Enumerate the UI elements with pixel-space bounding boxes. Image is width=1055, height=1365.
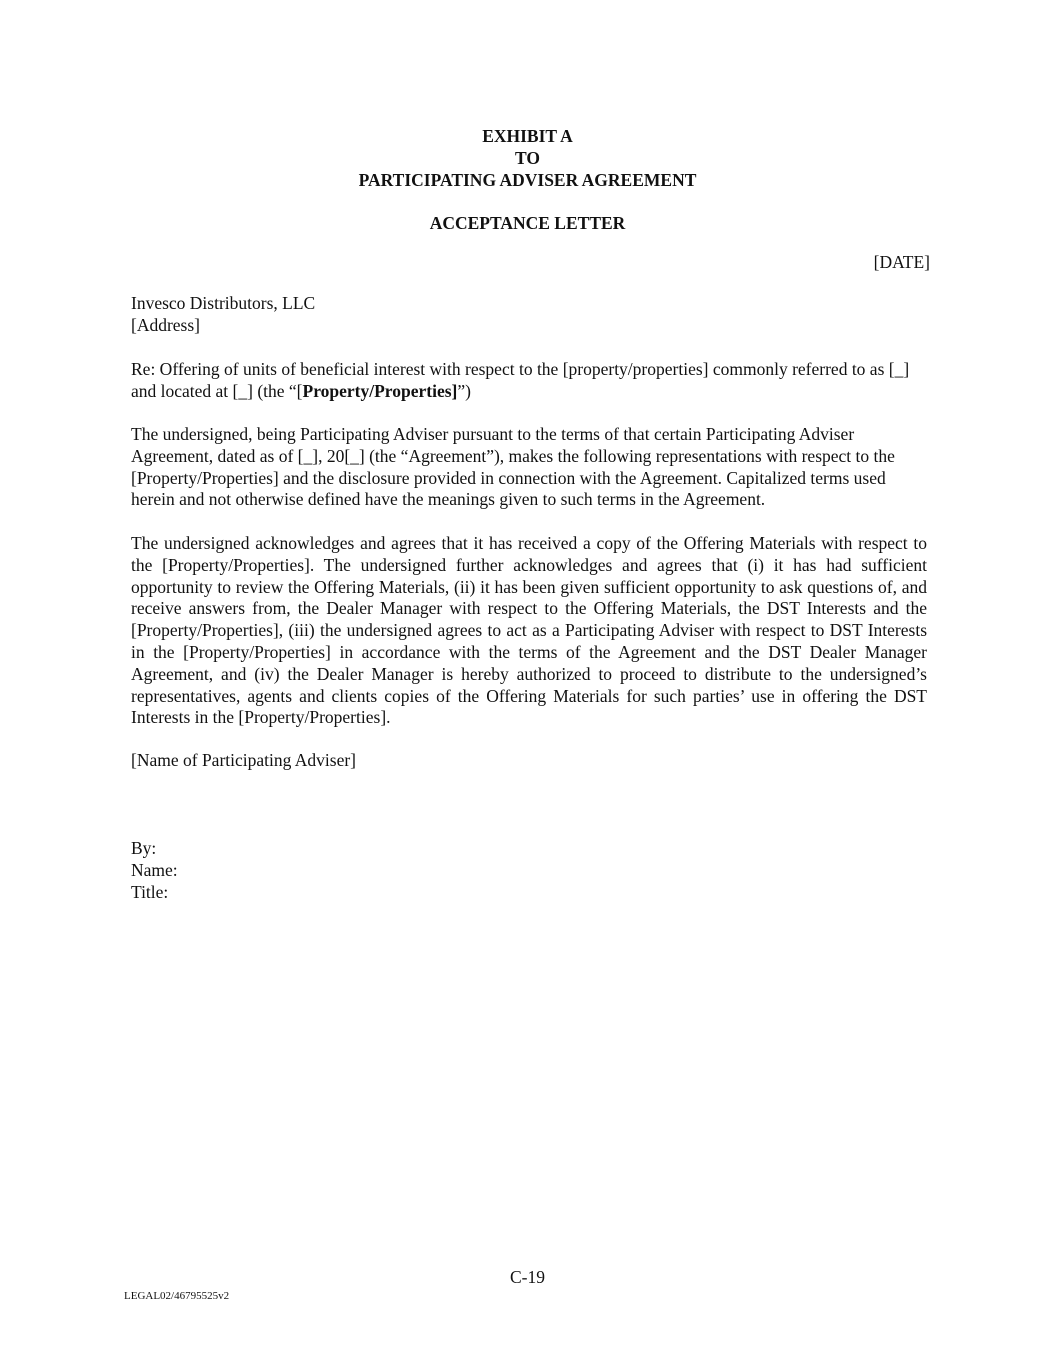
recipient-name: Invesco Distributors, LLC	[131, 293, 316, 313]
re-line	[131, 359, 927, 403]
acknowledgement-paragraph: The undersigned acknowledges and agrees that it has received a copy of the Offering Materials with respect to the [Property/Properties]. The undersigned further acknowledges and agrees that (i) it has had sufficient opportunity to review the Offering Materials, (ii) it has been given sufficient opportunity to ask questions of, and receive answers from, the Dealer Manager with respect to the Offering Materials, the DST Interests and the [Property/Properties], (iii) the undersigned agrees to act as a Participating Adviser with respect to DST Interests in the [Property/Properties] in accordance with the terms of the Agreement and the DST Dealer Manager Agreement, and (iv) the Dealer Manager is hereby authorized to proceed to distribute to the undersigned’s representatives, agents and clients copies of the Offering Materials for such parties’ use in offering the DST Interests in the [Property/Properties].	[131, 533, 927, 728]
signature-title: Title:	[131, 881, 169, 902]
date-placeholder: [DATE]	[873, 252, 930, 272]
signature-by: By:	[131, 838, 157, 858]
re-suffix: ”)	[457, 380, 471, 401]
re-prefix: Re: Offering of units of beneficial interest with respect to the [property/properties] commonly referred to as [_] and located at [_] (the “[	[131, 359, 910, 401]
agreement-title: PARTICIPATING ADVISER AGREEMENT	[358, 170, 697, 190]
page-number: C-19	[510, 1267, 545, 1287]
recipient-address: [Address]	[131, 314, 201, 335]
exhibit-title: EXHIBIT A	[482, 126, 573, 146]
letter-title: ACCEPTANCE LETTER	[429, 213, 626, 233]
representations-paragraph: The undersigned, being Participating Adviser pursuant to the terms of that certain Participating Adviser Agreement, dated as of [_], 20[_] (the “Agreement”), makes the following representations with respect to the [Property/Properties] and the disclosure provided in connection with the Agreement. Capitalized terms used herein and not otherwise defined have the meanings given to such terms in the Agreement.	[131, 424, 895, 510]
adviser-name-placeholder: [Name of Participating Adviser]	[131, 750, 357, 770]
document-id: LEGAL02/46795525v2	[124, 1290, 230, 1302]
re-property-bold: Property/Properties]	[302, 380, 458, 401]
exhibit-to: TO	[515, 148, 540, 168]
signature-block	[131, 838, 927, 903]
signature-name: Name:	[131, 859, 178, 880]
recipient-block	[131, 293, 927, 337]
